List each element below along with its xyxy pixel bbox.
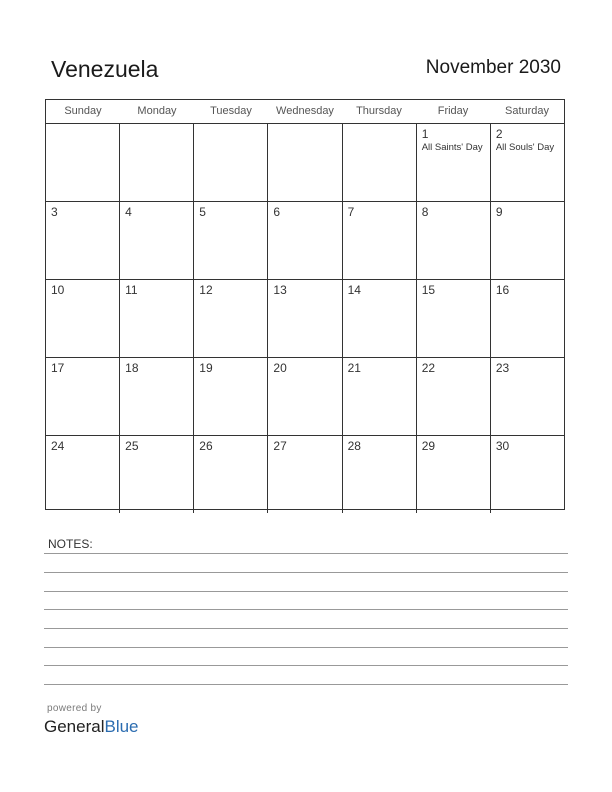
day-cell (343, 202, 417, 279)
day-number: 11 (125, 283, 138, 297)
day-cell (417, 280, 491, 357)
brand-name-general: General (44, 717, 105, 736)
brand-logo (44, 717, 139, 737)
week-row (46, 124, 564, 202)
day-cell (417, 358, 491, 435)
day-number: 5 (199, 205, 206, 219)
day-cell (46, 358, 120, 435)
day-number: 8 (421, 205, 429, 219)
brand-name-blue: Blue (104, 717, 139, 736)
holiday-label: All Saints' Day (421, 142, 483, 153)
day-cell (194, 358, 268, 435)
note-line (44, 684, 568, 685)
day-number: 15 (421, 283, 436, 297)
weekday-label: Monday (137, 105, 177, 117)
day-number: 2 (495, 127, 503, 141)
month-title: November 2030 (425, 57, 561, 78)
day-cell (120, 280, 194, 357)
day-number: 13 (273, 283, 287, 297)
week-row (46, 202, 564, 280)
country-title: Venezuela (51, 56, 159, 82)
day-number: 25 (125, 439, 139, 453)
note-line (44, 553, 568, 554)
note-line (44, 609, 568, 610)
day-cell (120, 202, 194, 279)
notes-label: NOTES: (48, 537, 93, 551)
note-line (44, 665, 568, 666)
week-row (46, 358, 564, 436)
holiday-label: All Souls' Day (495, 142, 555, 153)
day-number: 23 (495, 361, 510, 375)
day-number: 21 (347, 361, 361, 375)
day-cell (268, 202, 342, 279)
week-row (46, 280, 564, 358)
day-number: 24 (51, 439, 65, 453)
day-number: 12 (199, 283, 213, 297)
powered-by-text: powered by (47, 703, 102, 714)
day-number: 4 (125, 205, 132, 219)
day-cell (120, 358, 194, 435)
day-number: 19 (199, 361, 213, 375)
day-cell (268, 280, 342, 357)
day-number: 1 (421, 127, 429, 141)
day-cell (194, 124, 268, 201)
day-cell (194, 436, 268, 513)
day-number: 28 (347, 439, 361, 453)
day-cell (491, 124, 564, 201)
day-cell (491, 280, 564, 357)
calendar-grid (45, 99, 565, 510)
day-cell (491, 358, 564, 435)
day-number: 20 (273, 361, 287, 375)
weekday-header (46, 100, 564, 124)
week-row (46, 436, 564, 513)
day-number: 16 (495, 283, 510, 297)
day-cell (46, 436, 120, 513)
day-number: 17 (51, 361, 65, 375)
day-number: 22 (421, 361, 436, 375)
day-cell (491, 202, 564, 279)
day-cell (268, 124, 342, 201)
day-number: 10 (51, 283, 65, 297)
weekday-label: Saturday (504, 105, 550, 117)
weekday-label: Friday (437, 105, 469, 117)
day-cell (46, 202, 120, 279)
day-cell (343, 280, 417, 357)
day-cell (120, 436, 194, 513)
day-cell (46, 124, 120, 201)
note-line (44, 572, 568, 573)
day-cell (491, 436, 564, 513)
day-cell (268, 358, 342, 435)
day-cell (46, 280, 120, 357)
day-cell (417, 124, 491, 201)
day-number: 14 (347, 283, 361, 297)
day-number: 29 (421, 439, 436, 453)
note-line (44, 647, 568, 648)
day-cell (343, 358, 417, 435)
weekday-label: Tuesday (210, 105, 252, 117)
day-cell (120, 124, 194, 201)
day-number: 9 (495, 205, 503, 219)
day-number: 3 (51, 205, 58, 219)
day-number: 27 (273, 439, 287, 453)
weekday-label: Wednesday (276, 105, 334, 117)
note-line (44, 628, 568, 629)
day-number: 6 (273, 205, 281, 219)
day-number: 7 (347, 205, 355, 219)
day-number: 30 (495, 439, 510, 453)
day-cell (343, 436, 417, 513)
day-cell (268, 436, 342, 513)
day-cell (194, 280, 268, 357)
weekday-label: Thursday (356, 105, 402, 117)
day-cell (194, 202, 268, 279)
note-line (44, 591, 568, 592)
day-cell (343, 124, 417, 201)
weekday-label: Sunday (64, 105, 102, 117)
day-number: 26 (199, 439, 213, 453)
day-cell (417, 436, 491, 513)
day-number: 18 (125, 361, 139, 375)
day-cell (417, 202, 491, 279)
